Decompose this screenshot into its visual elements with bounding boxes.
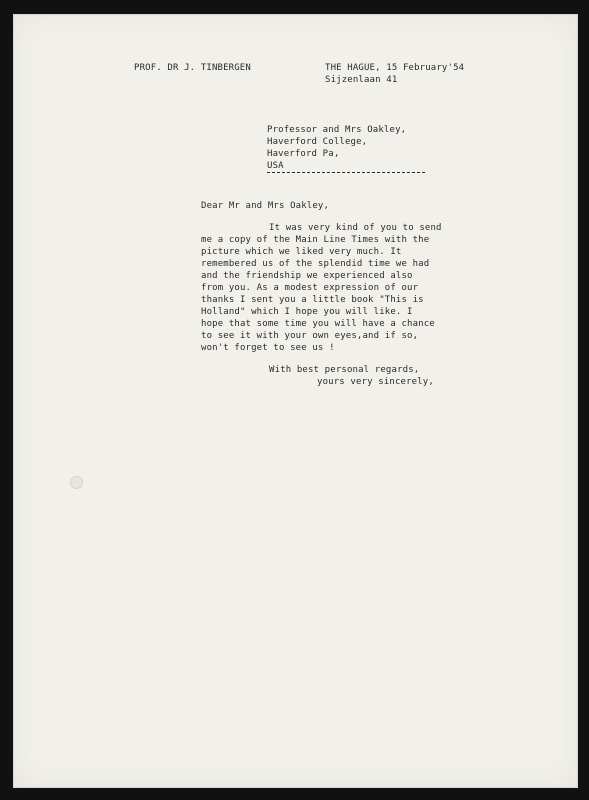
recipient-line-2: Haverford College,: [267, 137, 368, 147]
body-line-11: won't forget to see us !: [201, 343, 335, 353]
punch-hole-mark: [70, 476, 83, 489]
body-line-8: Holland" which I hope you will like. I: [201, 307, 413, 317]
body-line-1: It was very kind of you to send: [269, 223, 442, 233]
recipient-country: USA: [267, 160, 425, 173]
body-line-10: to see it with your own eyes,and if so,: [201, 331, 419, 341]
letter-sheet: [13, 14, 578, 788]
place-and-date: THE HAGUE, 15 February'54: [325, 63, 465, 73]
recipient-line-3: Haverford Pa,: [267, 149, 340, 159]
body-line-2: me a copy of the Main Line Times with the: [201, 235, 430, 245]
body-line-5: and the friendship we experienced also: [201, 271, 413, 281]
recipient-line-1: Professor and Mrs Oakley,: [267, 125, 407, 135]
body-line-9: hope that some time you will have a chance: [201, 319, 435, 329]
body-line-6: from you. As a modest expression of our: [201, 283, 419, 293]
salutation: Dear Mr and Mrs Oakley,: [201, 201, 330, 211]
recipient-line-4: [267, 160, 425, 173]
body-line-3: picture which we liked very much. It: [201, 247, 402, 257]
sender-name: PROF. DR J. TINBERGEN: [134, 63, 251, 73]
closing-line-1: With best personal regards,: [269, 365, 420, 375]
body-line-7: thanks I sent you a little book "This is: [201, 295, 424, 305]
body-line-4: remembered us of the splendid time we had: [201, 259, 430, 269]
street-address: Sijzenlaan 41: [325, 75, 398, 85]
closing-line-2: yours very sincerely,: [317, 377, 434, 387]
